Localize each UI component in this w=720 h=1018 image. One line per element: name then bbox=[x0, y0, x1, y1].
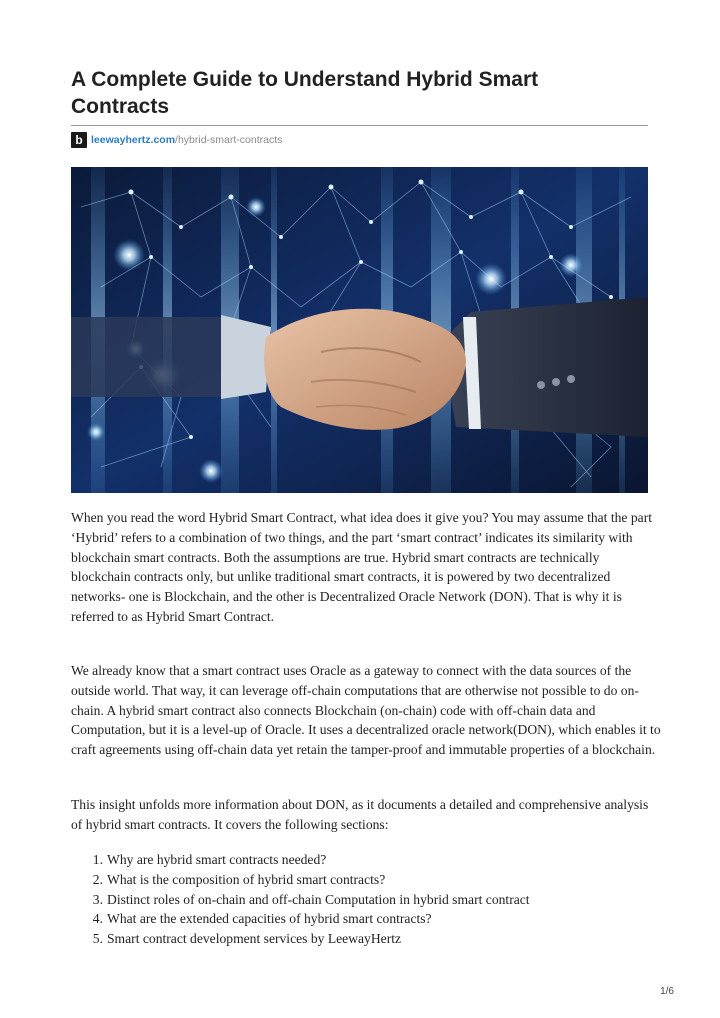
toc-number: 2. bbox=[92, 871, 103, 887]
toc-text: Smart contract development services by LeewayHertz bbox=[107, 931, 402, 947]
toc-text: What is the composition of hybrid smart contracts? bbox=[107, 871, 386, 887]
toc-number: 4. bbox=[92, 911, 103, 927]
source-link[interactable] bbox=[71, 131, 282, 149]
toc-text: What are the extended capacities of hybrid smart contracts? bbox=[107, 911, 432, 927]
title-divider bbox=[71, 125, 648, 126]
toc-number: 1. bbox=[92, 852, 103, 867]
handshake-network-image bbox=[71, 167, 648, 493]
toc-item bbox=[71, 850, 651, 870]
source-path[interactable]: /hybrid-smart-contracts bbox=[175, 134, 283, 146]
toc-number: 3. bbox=[92, 891, 103, 907]
source-domain[interactable]: leewayhertz.com bbox=[91, 134, 176, 146]
sections-intro-paragraph: This insight unfolds more information about DON, as it documents a detailed and comprehensive analysis of hybrid smart contracts. It covers the following sections: bbox=[71, 797, 649, 832]
hero-image bbox=[71, 167, 648, 493]
table-of-contents bbox=[71, 850, 651, 949]
document-title: A Complete Guide to Understand Hybrid Smart Contracts bbox=[71, 68, 539, 118]
oracle-paragraph: We already know that a smart contract uses Oracle as a gateway to connect with the data sources of the outside world. That way, it can leverage off-chain computations that are otherwise not possible to do on-chain. A hybrid smart contract also connects Blockchain (on-chain) code with off-chain data and Computation, but it is a level-up of Oracle. It uses a decentralized oracle network(DON), which enables it to craft agreements using off-chain data yet retain the tamper-proof and immutable properties of a blockchain. bbox=[71, 663, 661, 758]
intro-paragraph: When you read the word Hybrid Smart Contract, what idea does it give you? You may assume that the part ‘Hybrid’ refers to a combination of two things, and the part ‘smart contract’ indicates its similarity with blockchain smart contracts. Both the assumptions are true. Hybrid smart contracts are technically blockchain contracts only, but unlike traditional smart contracts, it is powered by two decentralized networks- one is Blockchain, and the other is Decentralized Oracle Network (DON). That is why it is referred to as Hybrid Smart Contract. bbox=[71, 510, 652, 624]
toc-number: 5. bbox=[92, 931, 103, 947]
toc-item bbox=[71, 870, 651, 890]
toc-text: Distinct roles of on-chain and off-chain Computation in hybrid smart contract bbox=[107, 891, 530, 907]
toc-item bbox=[71, 890, 651, 910]
toc-item bbox=[71, 909, 651, 929]
page-number: 1/6 bbox=[660, 986, 674, 997]
toc-item bbox=[71, 929, 651, 949]
leewayhertz-logo-icon: b bbox=[71, 132, 87, 148]
toc-text: Why are hybrid smart contracts needed? bbox=[107, 852, 327, 867]
